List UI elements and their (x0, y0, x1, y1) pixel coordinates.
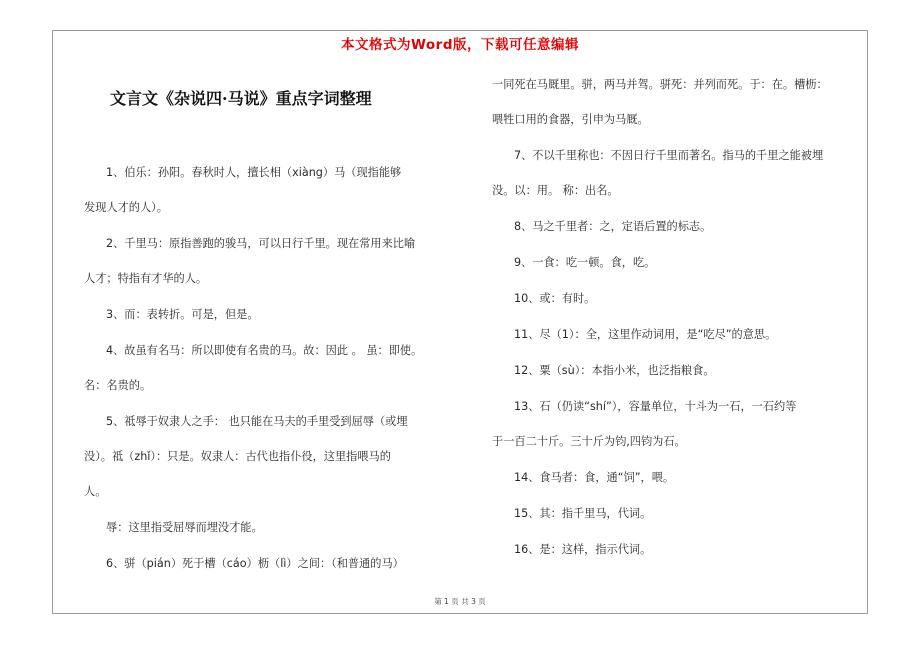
text-line: 15、其：指千里马，代词。 (514, 507, 652, 520)
text-line: 5、祗辱于奴隶人之手： 也只能在马夫的手里受到屈辱（或埋 (106, 415, 408, 428)
text-line: 3、而：表转折。可是，但是。 (106, 308, 259, 321)
text-line: 于一百二十斤。三十斤为钧,四钧为石。 (492, 435, 686, 448)
text-line: 2、千里马：原指善跑的骏马，可以日行千里。现在常用来比喻 (106, 237, 416, 250)
right-text-column (492, 76, 836, 559)
text-line: 4、故虽有名马：所以即使有名贵的马。故：因此 。 虽：即使。 (106, 344, 423, 357)
text-line: 14、食马者：食，通“饲”，喂。 (514, 471, 675, 484)
text-line: 人才；特指有才华的人。 (84, 272, 208, 285)
text-line: 6、骈（pián）死于槽（cáo）枥（lì）之间：（和普通的马） (106, 557, 404, 570)
text-line: 10、或：有时。 (514, 292, 596, 305)
text-line: 喂牲口用的食器，引申为马厩。 (492, 113, 649, 126)
text-line: 没）。祗（zhǐ）：只是。奴隶人：古代也指仆役，这里指喂马的 (84, 450, 391, 463)
text-line: 11、尽（1）：全，这里作动词用，是“吃尽”的意思。 (514, 328, 777, 341)
left-text-column (84, 164, 456, 573)
text-line: 发现人才的人）。 (84, 201, 168, 214)
text-line: 7、不以千里称也：不因日行千里而著名。指马的千里之能被埋 (514, 149, 824, 162)
page-number-footer: 第 1 页 共 3 页 (434, 597, 486, 606)
text-line: 名：名贵的。 (84, 379, 152, 392)
text-line: 一同死在马厩里。骈，两马并驾。骈死：并列而死。于：在。槽枥： (492, 78, 828, 91)
text-line: 8、马之千里者：之，定语后置的标志。 (514, 220, 712, 233)
word-format-banner: 本文格式为Word版，下载可任意编辑 (340, 37, 579, 53)
text-line: 12、粟（sù）：本指小米，也泛指粮食。 (514, 364, 715, 377)
text-line: 没。以：用。 称：出名。 (492, 184, 619, 197)
text-line: 辱：这里指受屈辱而埋没才能。 (106, 521, 263, 534)
text-line: 1、伯乐：孙阳。春秋时人，擅长相（xiàng）马（现指能够 (106, 166, 402, 179)
document-title: 文言文《杂说四·马说》重点字词整理 (110, 89, 372, 108)
text-line: 13、石（仍读“shí”），容量单位，十斗为一石，一石约等 (514, 400, 797, 413)
text-line: 16、是：这样，指示代词。 (514, 543, 652, 556)
text-line: 9、一食：吃一顿。食，吃。 (514, 256, 656, 269)
text-line: 人。 (84, 485, 107, 498)
